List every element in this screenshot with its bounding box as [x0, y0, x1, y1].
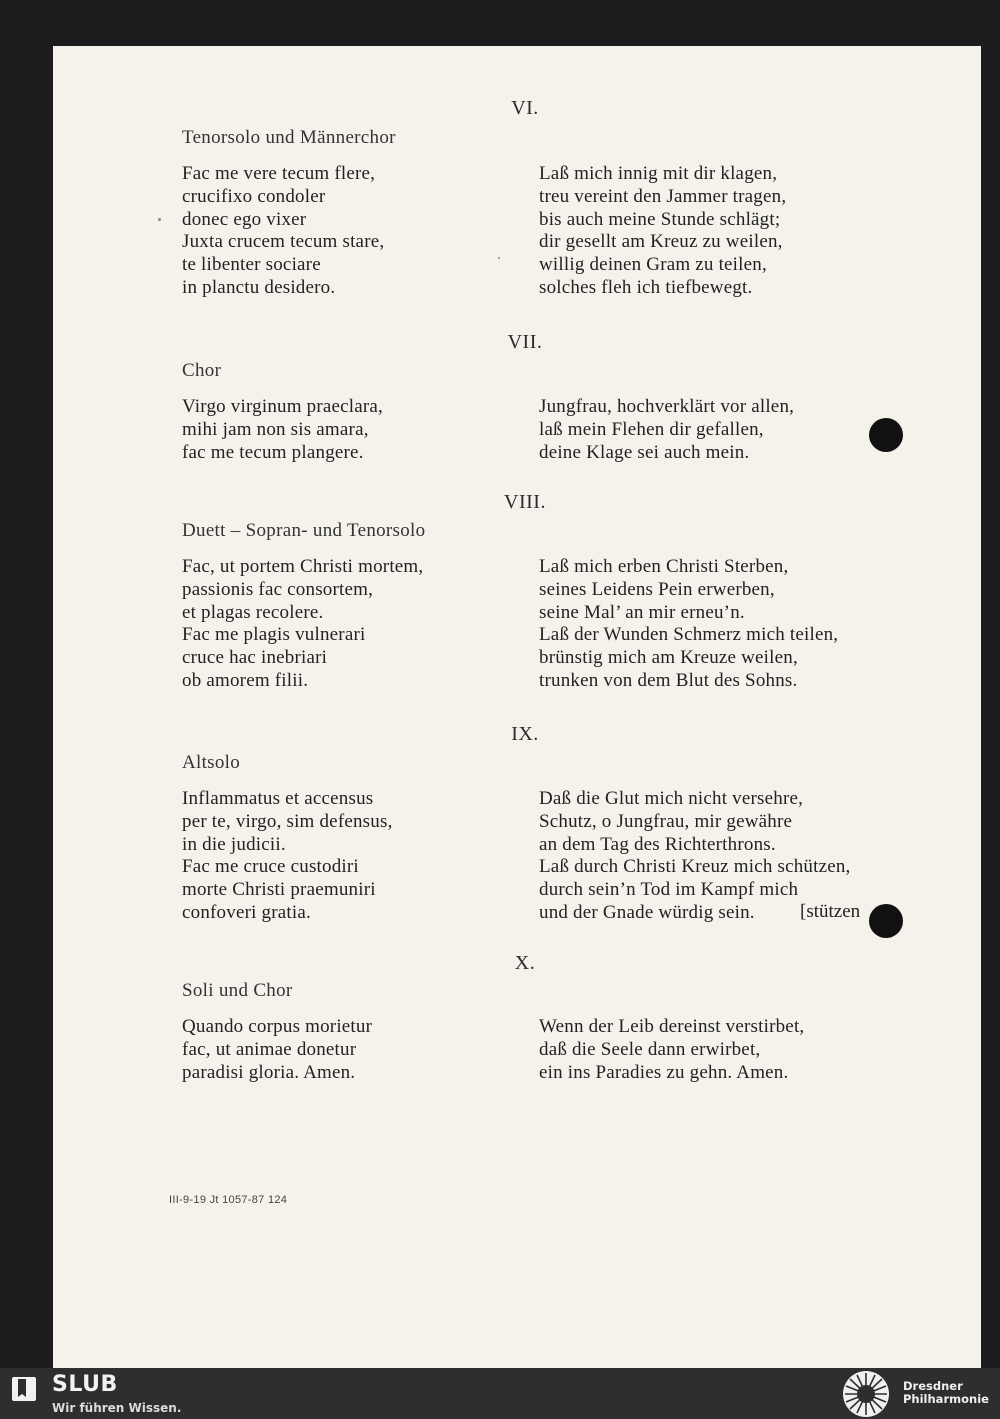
viewer-footer-bar [0, 1368, 1000, 1419]
verse-line: Juxta crucem tecum stare, [182, 231, 385, 253]
latin-verse-ix [182, 788, 393, 925]
verse-line: ein ins Paradies zu gehn. Amen. [539, 1061, 789, 1083]
verse-line: te libenter sociare [182, 254, 321, 276]
section-numeral-vii: VII. [507, 331, 543, 353]
paper-speck [158, 218, 161, 221]
verse-line: crucifixo condoler [182, 185, 326, 207]
latin-verse-vi [182, 163, 384, 300]
verse-line: Inflammatus et accensus [182, 788, 374, 809]
verse-line: mihi jam non sis amara, [182, 418, 369, 440]
philharmonie-sunburst-logo [842, 1370, 890, 1418]
slub-tagline: Wir führen Wissen. [52, 1401, 182, 1415]
verse-line: donec ego vixer [182, 208, 307, 230]
line-continuation: [stützen [800, 901, 861, 922]
verse-line: Laß mich innig mit dir klagen, [539, 163, 778, 184]
verse-line: Fac me vere tecum flere, [182, 163, 376, 184]
latin-verse-vii [182, 396, 383, 464]
verse-line: deine Klage sei auch mein. [539, 441, 750, 463]
latin-verse-viii [182, 556, 423, 693]
verse-line: an dem Tag des Richterthrons. [539, 833, 776, 855]
german-verse-x [539, 1016, 804, 1084]
section-numeral-x: X. [514, 952, 536, 974]
verse-line: dir gesellt am Kreuz zu weilen, [539, 231, 783, 253]
verse-line: in planctu desidero. [182, 276, 336, 298]
verse-line: cruce hac inebriari [182, 647, 328, 669]
german-verse-viii [539, 556, 838, 693]
verse-line: Fac me plagis vulnerari [182, 624, 366, 646]
verse-line: willig deinen Gram zu teilen, [539, 254, 767, 276]
section-heading-ix: Altsolo [182, 752, 241, 773]
verse-line: laß mein Flehen dir gefallen, [539, 418, 764, 440]
verse-line: bis auch meine Stunde schlägt; [539, 208, 781, 230]
verse-line: fac me tecum plangere. [182, 441, 364, 463]
verse-line: Virgo virginum praeclara, [182, 396, 384, 417]
verse-line: daß die Seele dann erwirbet, [539, 1038, 761, 1060]
verse-line: und der Gnade würdig sein. [539, 901, 755, 923]
verse-line: Fac me cruce custodiri [182, 856, 359, 878]
latin-verse-x [182, 1016, 372, 1084]
philharmonie-wordmark [903, 1380, 989, 1406]
verse-line: solches fleh ich tiefbewegt. [539, 276, 753, 298]
slub-book-icon [10, 1375, 38, 1403]
verse-line: Quando corpus morietur [182, 1016, 373, 1037]
verse-line: Laß durch Christi Kreuz mich schützen, [539, 856, 851, 878]
philharmonie-line-1: Dresdner [903, 1379, 963, 1393]
verse-line: seine Mal’ an mir erneu’n. [539, 601, 745, 623]
verse-line: Schutz, o Jungfrau, mir gewähre [539, 810, 793, 832]
punch-hole [869, 904, 903, 938]
verse-line: brünstig mich am Kreuze weilen, [539, 647, 798, 669]
section-numeral-ix: IX. [511, 723, 539, 745]
philharmonie-line-2: Philharmonie [903, 1392, 989, 1406]
section-heading-x: Soli und Chor [182, 980, 293, 1001]
verse-line: Wenn der Leib dereinst verstirbet, [539, 1016, 805, 1037]
section-numeral-viii: VIII. [504, 491, 546, 513]
verse-line: in die judicii. [182, 833, 286, 855]
verse-line: per te, virgo, sim defensus, [182, 810, 393, 832]
german-verse-vii [539, 396, 794, 464]
section-numeral-vi: VI. [511, 97, 539, 119]
verse-line: trunken von dem Blut des Sohns. [539, 669, 798, 691]
verse-line: et plagas recolere. [182, 601, 324, 623]
section-heading-vi: Tenorsolo und Männerchor [182, 127, 396, 148]
slub-wordmark: SLUB [52, 1372, 118, 1397]
print-code: III-9-19 Jt 1057-87 124 [169, 1194, 288, 1206]
verse-line: fac, ut animae donetur [182, 1038, 357, 1060]
verse-line: Laß mich erben Christi Sterben, [539, 556, 789, 577]
verse-line: Jungfrau, hochverklärt vor allen, [539, 396, 795, 417]
verse-line: Laß der Wunden Schmerz mich teilen, [539, 624, 839, 646]
verse-line: paradisi gloria. Amen. [182, 1061, 356, 1083]
verse-line: treu vereint den Jammer tragen, [539, 185, 787, 207]
verse-line: morte Christi praemuniri [182, 879, 376, 901]
verse-line: Fac, ut portem Christi mortem, [182, 556, 424, 577]
verse-line: Daß die Glut mich nicht versehre, [539, 788, 804, 809]
german-verse-vi [539, 163, 786, 300]
punch-hole [869, 418, 903, 452]
verse-line: confoveri gratia. [182, 901, 311, 923]
verse-line: seines Leidens Pein erwerben, [539, 578, 775, 600]
verse-line: ob amorem filii. [182, 669, 309, 691]
section-heading-viii: Duett – Sopran- und Tenorsolo [182, 520, 426, 541]
verse-line: durch sein’n Tod im Kampf mich [539, 879, 799, 901]
verse-line: passionis fac consortem, [182, 578, 374, 600]
paper-speck [498, 257, 500, 259]
section-heading-vii: Chor [182, 360, 222, 381]
